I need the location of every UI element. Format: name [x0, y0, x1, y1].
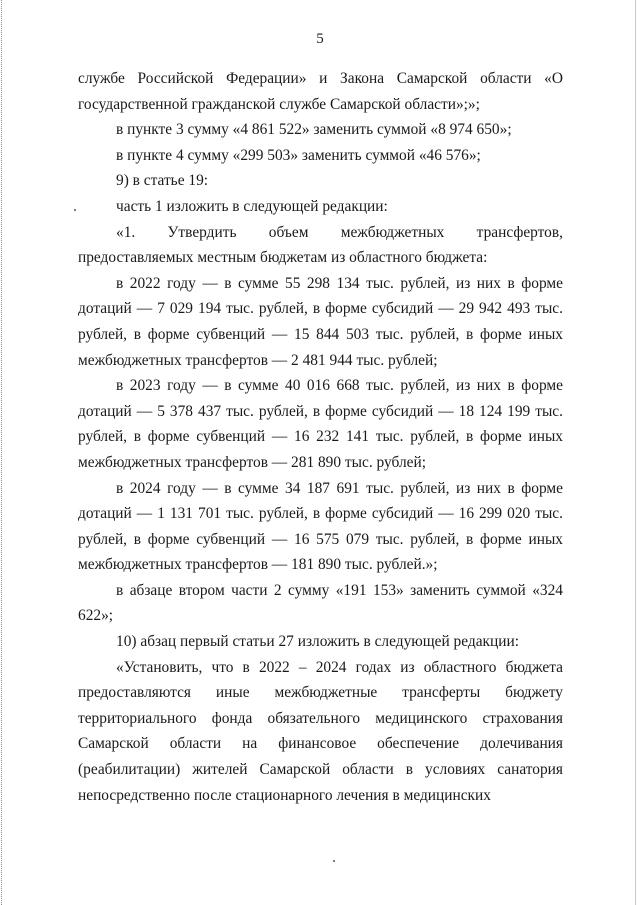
paragraph-part-2: в абзаце втором части 2 сумму «191 153» заменить суммой «324 622»;: [78, 581, 563, 625]
paragraph-point-4: в пункте 4 сумму «299 503» заменить суммой «46 576»;: [116, 146, 481, 164]
paragraph-year-2022: в 2022 году — в сумме 55 298 134 тыс. рублей, из них в форме дотаций — 7 029 194 тыс. рублей, в форме субсидий — 29 942 493 тыс. рублей, в форме субвенций — 15 844 503 тыс. рублей, в форме иных межбюджетных трансфертов — 2 481 944 тыс. рублей;: [78, 274, 563, 369]
scan-right-edge: [635, 0, 636, 905]
paragraph-point-3: в пункте 3 сумму «4 861 522» заменить суммой «8 974 650»;: [116, 121, 512, 139]
scan-left-edge: [1, 0, 2, 905]
paragraph-year-2024: в 2024 году — в сумме 34 187 691 тыс. рублей, из них в форме дотаций — 1 131 701 тыс. рублей, в форме субсидий — 16 299 020 тыс. рублей, в форме субвенций — 16 575 079 тыс. рублей, в форме иных межбюджетных трансфертов — 181 890 тыс. рублей.»;: [78, 479, 563, 574]
document-body: [78, 66, 563, 808]
scan-speck: [333, 860, 335, 862]
paragraph-part-1-intro: часть 1 изложить в следующей редакции:: [116, 197, 388, 215]
paragraph-establish: «Установить, что в 2022 – 2024 годах из областного бюджета предоставляются иные межбюджетные трансферты бюджету территориального фонда обязательного медицинского страхования Самарской области на финансовое обеспечение долечивания (реабилитации) жителей Самарской области в условиях санатория непосредственно после стационарного лечения в медицинских: [78, 658, 563, 804]
page-number: 5: [316, 31, 324, 47]
paragraph-article-27: 10) абзац первый статьи 27 изложить в следующей редакции:: [116, 633, 519, 651]
paragraph-article-19: 9) в статье 19:: [116, 172, 209, 190]
paragraph-service-law: службе Российской Федерации» и Закона Самарской области «О государственной гражданской службе Самарской области»;»;: [78, 70, 563, 113]
scan-speck: [74, 209, 76, 211]
paragraph-year-2023: в 2023 году — в сумме 40 016 668 тыс. рублей, из них в форме дотаций — 5 378 437 тыс. рублей, в форме субсидий — 18 124 199 тыс. рублей, в форме субвенций — 16 232 141 тыс. рублей, в форме иных межбюджетных трансфертов — 281 890 тыс. рублей;: [78, 377, 563, 471]
paragraph-transfers-approve: «1. Утвердить объем межбюджетных трансфертов, предоставляемых местным бюджетам из областного бюджета:: [78, 223, 563, 267]
